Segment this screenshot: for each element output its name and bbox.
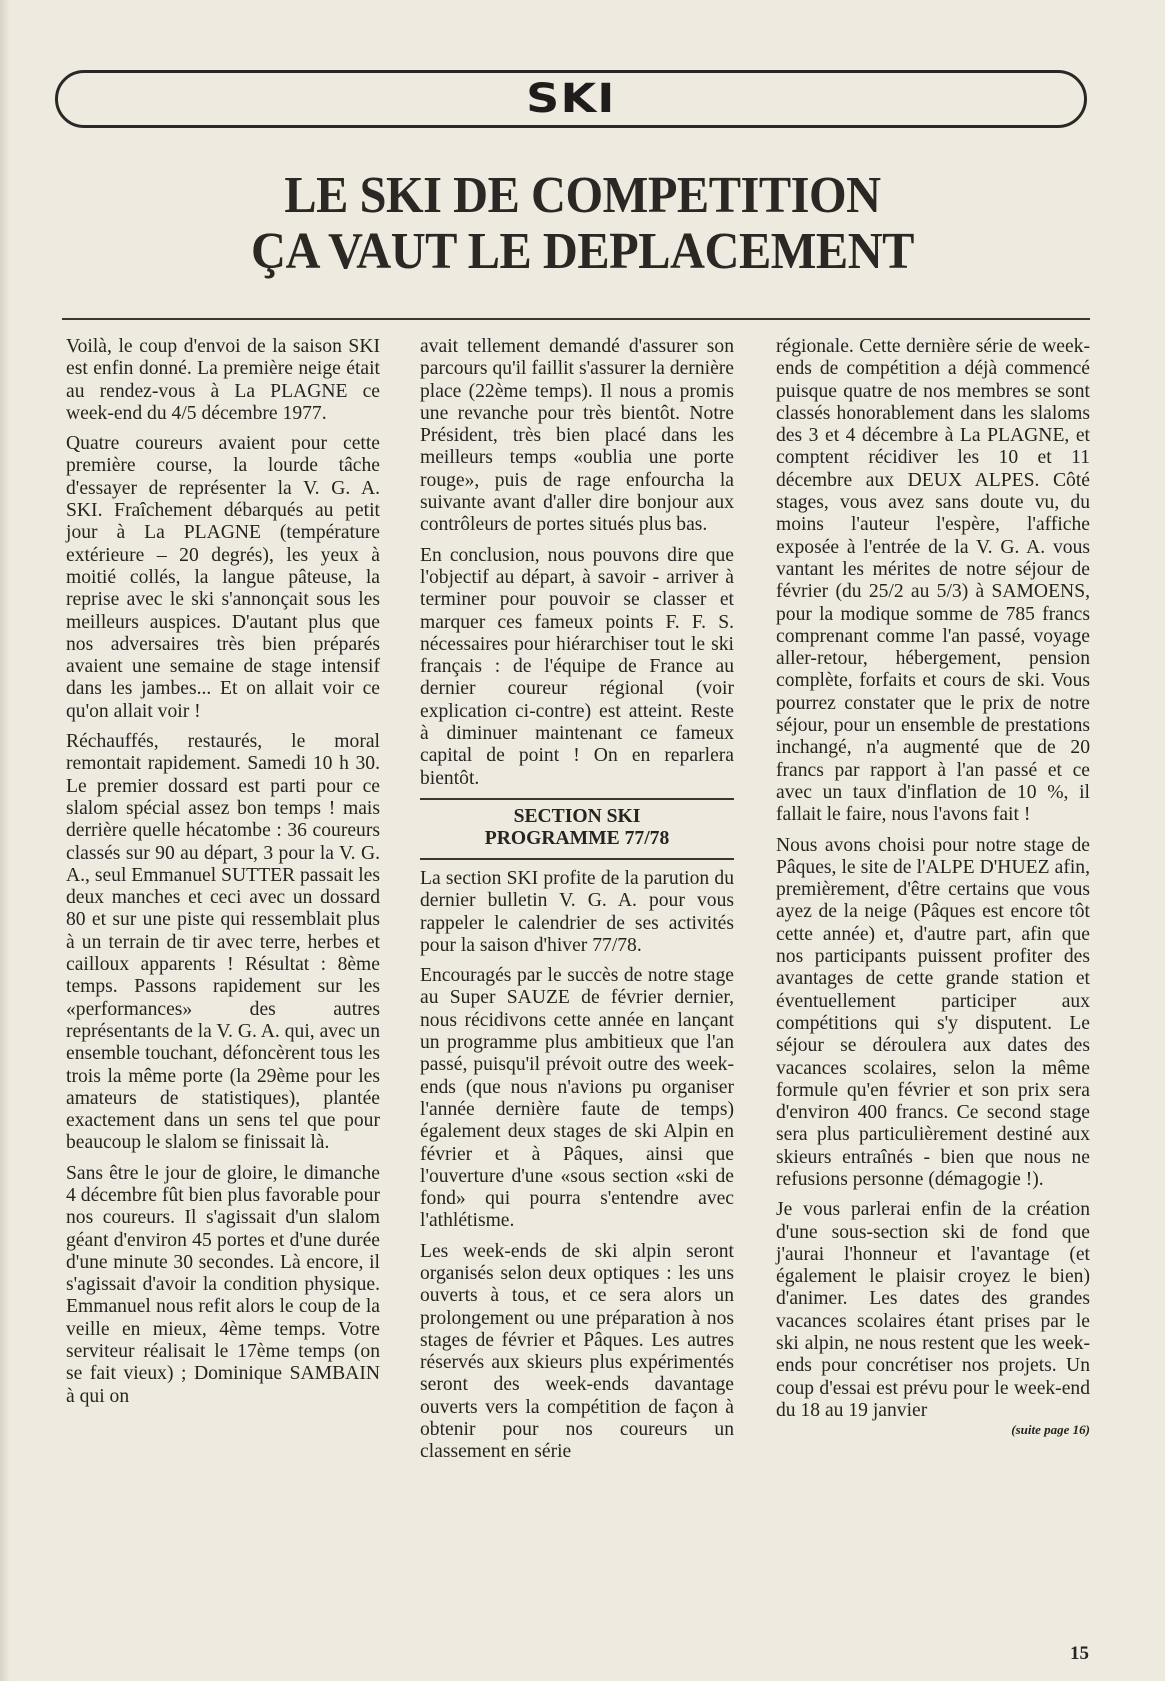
continued-note: (suite page 16): [1011, 1422, 1090, 1438]
section-heading-box: [420, 798, 734, 860]
column-1: [66, 336, 380, 1416]
paragraph: Nous avons choisi pour notre stage de Pâques, le site de l'ALPE D'HUEZ afin, premièrement, d'être certains que vous ayez de la neige (Pâques est encore tôt cette année) et, d'autre part, afin que nos participants puissent profiter des avantages de cette grande station et éventuellement participer aux compétitions qui s'y disputent. Le séjour se déroulera aux dates des vacances scolaires, selon la même formule qu'en février et son prix sera d'environ 400 francs. Ce second stage sera plus particulièrement destiné aux skieurs entraînés - bien que nous ne refusions personne (démagogie !).: [776, 834, 1090, 1190]
paragraph: avait tellement demandé d'assurer son parcours qu'il faillit s'assurer la dernière place (22ème temps). Il nous a promis une revanche pour très bientôt. Notre Président, très bien placé dans les meilleurs temps «oublia une porte rouge», puis de rage enfourcha la suivante avant d'aller dire bonjour aux contrôleurs de portes situés plus bas.: [420, 336, 734, 536]
headline-line-1: LE SKI DE COMPETITION: [284, 167, 881, 224]
headline-rule: [62, 318, 1090, 320]
paragraph: La section SKI profite de la parution du dernier bulletin V. G. A. pour vous rappeler le calendrier de ses activités pour la saison d'hiver 77/78.: [420, 867, 734, 956]
paragraph: Encouragés par le succès de notre stage au Super SAUZE de février dernier, nous récidivons cette année en lançant un programme plus ambitieux que l'an passé, puisqu'il prévoit outre des week-ends (que nous n'avions pu organiser l'année dernière faute de temps) également deux stages de ski Alpin en février et à Pâques, ainsi que l'ouverture d'une «sous section «ski de fond» qui pourra s'entendre avec l'athlétisme.: [420, 965, 734, 1232]
paragraph: Quatre coureurs avaient pour cette première course, la lourde tâche d'essayer de représenter la V. G. A. SKI. Fraîchement débarqués au petit jour à La PLAGNE (température extérieure – 20 degrés), les yeux à moitié collés, la langue pâteuse, la reprise avec le ski s'annonçait sous les meilleurs auspices. D'autant plus que nos adversaires très bien préparés avaient une semaine de stage intensif dans les jambes... Et on allait voir ce qu'on allait voir !: [66, 433, 380, 722]
section-heading-line-2: PROGRAMME 77/78: [484, 827, 670, 849]
paragraph: Je vous parlerai enfin de la création d'une sous-section ski de fond que j'aurai l'honneur et l'avantage (et également le plaisir croyez le bien) d'animer. Les dates des grandes vacances scolaires étant prises par le ski alpin, ne nous restent que les week-ends pour concrétiser nos projets. Un coup d'essai est prévu pour le week-end du 18 au 19 janvier: [776, 1199, 1090, 1421]
column-3: [776, 336, 1090, 1438]
headline-line-2: ÇA VAUT LE DEPLACEMENT: [251, 223, 914, 280]
paragraph: régionale. Cette dernière série de week-ends de compétition a déjà commencé puisque quatre de nos membres se sont classés honorablement dans les slaloms des 3 et 4 décembre à La PLAGNE, et comptent récidiver les 10 et 11 décembre aux DEUX ALPES. Côté stages, vous avez sans doute vu, du moins l'auteur l'espère, l'affiche exposée à l'entrée de la V. G. A. vous vantant les mérites de notre séjour de février (du 25/2 au 5/3) à SAMOENS, pour la modique somme de 785 francs comprenant comme l'an passé, voyage aller-retour, hébergement, pension complète, forfaits et cours de ski. Vous pourrez constater que le prix de notre séjour, pour un ensemble de prestations inchangé, n'a augmenté que de 20 francs par rapport à l'an passé et ce avec un taux d'inflation de 10 %, il fallait le faire, nous l'avons fait !: [776, 336, 1090, 826]
paragraph: Voilà, le coup d'envoi de la saison SKI est enfin donné. La première neige était au rendez-vous à La PLAGNE ce week-end du 4/5 décembre 1977.: [66, 336, 380, 424]
paragraph: Les week-ends de ski alpin seront organisés selon deux optiques : les uns ouverts à tous, et ce sera alors un prolongement ou une préparation à nos stages de février et Pâques. Les autres réservés aux skieurs plus expérimentés seront des week-ends davantage ouverts vers la compétition de façon à obtenir pour nos coureurs un classement en série: [420, 1240, 734, 1463]
paragraph: Sans être le jour de gloire, le dimanche 4 décembre fût bien plus favorable pour nos coureurs. Il s'agissait d'un slalom géant d'environ 45 portes et d'une durée d'une minute 30 secondes. Là encore, il s'agissait d'avoir la condition physique. Emmanuel nous refit alors le coup de la veille en mieux, 4ème temps. Votre serviteur réalisait le 17ème temps (on se fait vieux) ; Dominique SAMBAIN à qui on: [66, 1162, 380, 1407]
headline: [0, 168, 1165, 280]
section-banner: [55, 70, 1087, 128]
column-2: [420, 336, 734, 1472]
banner-label: SKI: [526, 76, 616, 122]
paragraph: En conclusion, nous pouvons dire que l'objectif au départ, à savoir - arriver à terminer pour pouvoir se classer et marquer ces fameux points F. F. S. nécessaires pour hiérarchiser tout le ski français : de l'équipe de France au dernier coureur régional (voir explication ci-contre) est atteint. Reste à diminuer maintenant ce fameux capital de point ! On en reparlera bientôt.: [420, 544, 734, 789]
section-heading-line-1: SECTION SKI: [513, 805, 641, 827]
paragraph: Réchauffés, restaurés, le moral remontait rapidement. Samedi 10 h 30. Le premier dossard est parti pour ce slalom spécial assez bon temps ! mais derrière quelle hécatombe : 36 coureurs classés sur 90 au départ, 3 pour la V. G. A., seul Emmanuel SUTTER passait les deux manches et ceci avec un dossard 80 et sur une piste qui ressemblait plus à un terrain de tir avec terre, herbes et cailloux apparents ! Résultat : 8ème temps. Passons rapidement sur les «performances» des autres représentants de la V. G. A. qui, avec un ensemble touchant, défoncèrent tous les trois la même porte (la 29ème pour les amateurs de statistiques), plantée exactement dans un sens tel que pour beaucoup le slalom se finissait là.: [66, 731, 380, 1154]
page-number: 15: [1070, 1643, 1089, 1664]
